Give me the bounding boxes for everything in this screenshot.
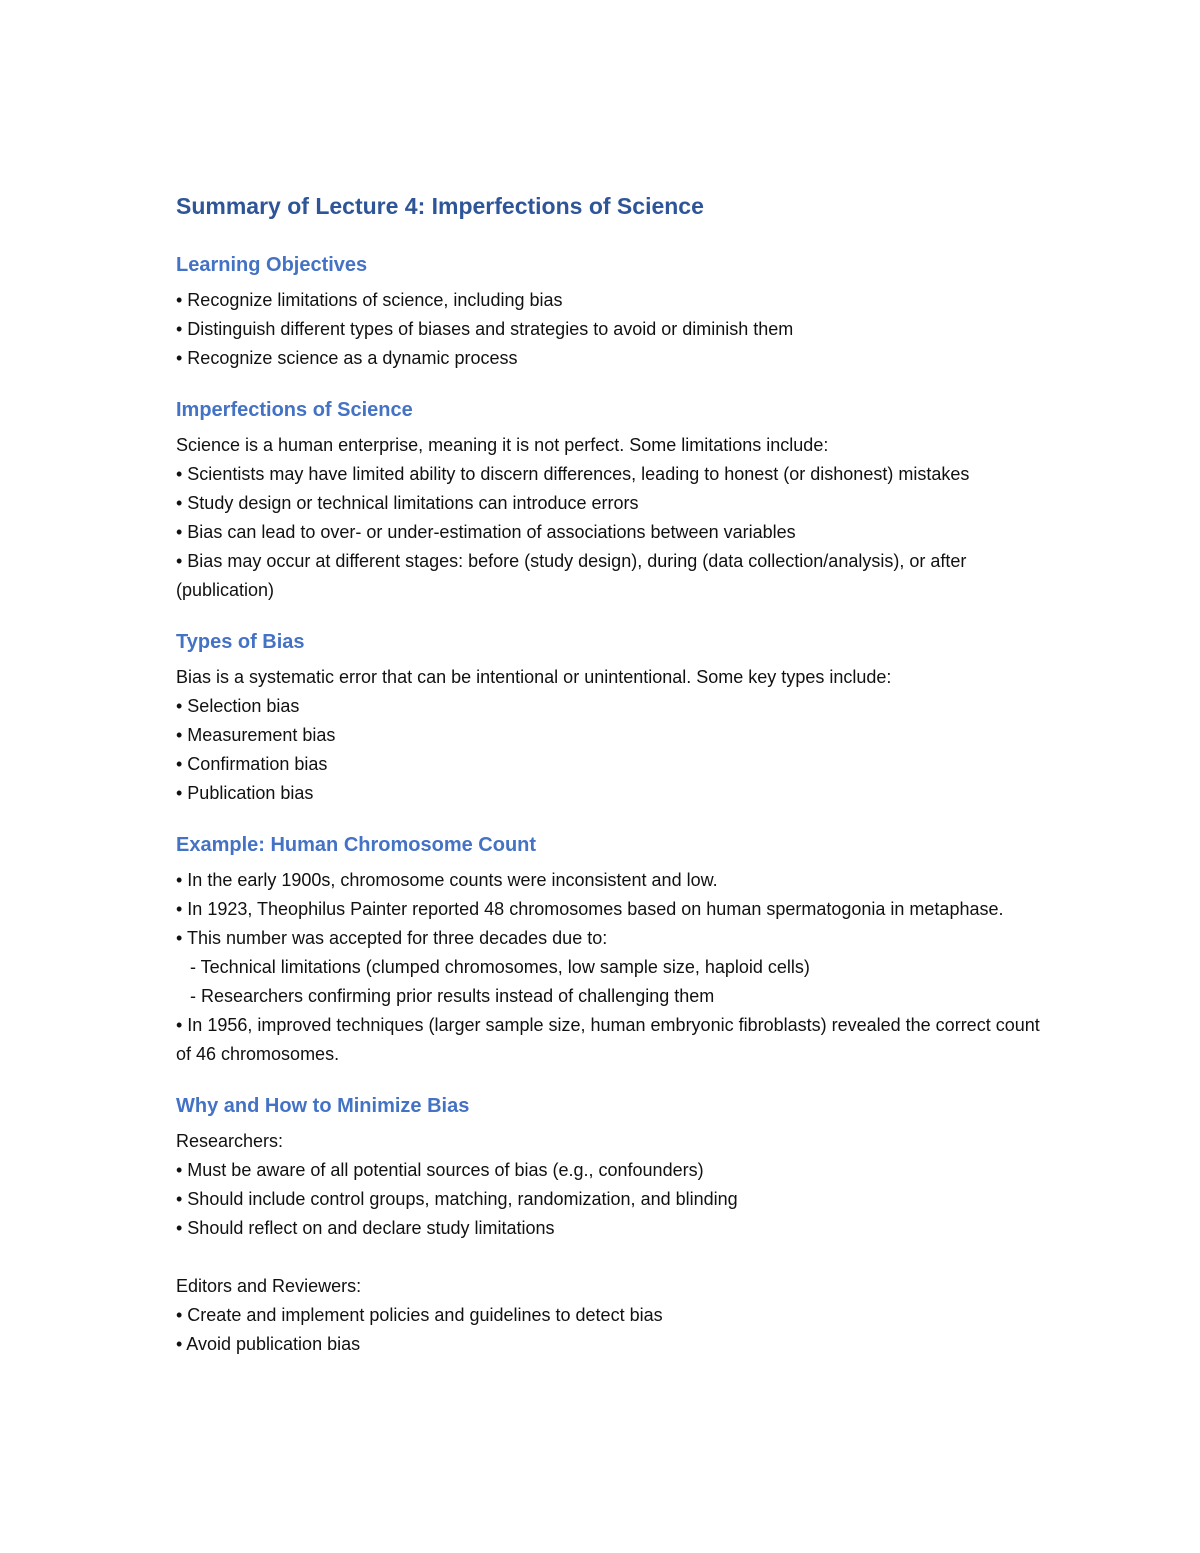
bullet-item: • Confirmation bias [176,754,328,774]
bullet-item: • Bias may occur at different stages: before (study design), during (data collection/analysis), or after (publication) [176,551,967,600]
bullet-item: • Create and implement policies and guidelines to detect bias [176,1305,663,1325]
section-heading: Example: Human Chromosome Count [176,834,537,856]
section-heading: Types of Bias [176,631,305,653]
bullet-item: • Scientists may have limited ability to discern differences, leading to honest (or dishonest) mistakes [176,464,970,484]
section [176,627,1056,808]
section-heading: Imperfections of Science [176,399,413,421]
section [176,1091,1056,1359]
section-heading: Learning Objectives [176,254,368,276]
document-body [176,250,1056,1359]
bullet-item: • Selection bias [176,696,300,716]
document-title: Summary of Lecture 4: Imperfections of Science [176,193,704,219]
blank-line [176,1243,1056,1272]
bullet-item: • Recognize limitations of science, including bias [176,290,563,310]
paragraph-text: Science is a human enterprise, meaning it is not perfect. Some limitations include: [176,435,829,455]
bullet-item: • Measurement bias [176,725,336,745]
document-page [176,190,1056,1381]
section-heading: Why and How to Minimize Bias [176,1095,470,1117]
bullet-item: • Must be aware of all potential sources of bias (e.g., confounders) [176,1160,704,1180]
section [176,830,1056,1069]
sub-item: - Technical limitations (clumped chromosomes, low sample size, haploid cells) [190,957,810,977]
sub-item: - Researchers confirming prior results instead of challenging them [190,986,715,1006]
bullet-item: • Recognize science as a dynamic process [176,348,518,368]
paragraph-text: Researchers: [176,1131,284,1151]
paragraph-text: Bias is a systematic error that can be intentional or unintentional. Some key types include: [176,667,892,687]
bullet-item: • Should reflect on and declare study limitations [176,1218,555,1238]
bullet-item: • Distinguish different types of biases and strategies to avoid or diminish them [176,319,794,339]
bullet-item: • Should include control groups, matching, randomization, and blinding [176,1189,738,1209]
bullet-item: • Avoid publication bias [176,1334,361,1354]
bullet-item: • In the early 1900s, chromosome counts were inconsistent and low. [176,870,718,890]
bullet-item: • This number was accepted for three decades due to: [176,928,608,948]
bullet-item: • Publication bias [176,783,314,803]
bullet-item: • Bias can lead to over- or under-estimation of associations between variables [176,522,796,542]
paragraph-text: Editors and Reviewers: [176,1276,362,1296]
section [176,395,1056,605]
bullet-item: • In 1923, Theophilus Painter reported 48 chromosomes based on human spermatogonia in metaphase. [176,899,1004,919]
bullet-item: • Study design or technical limitations can introduce errors [176,493,639,513]
bullet-item: • In 1956, improved techniques (larger sample size, human embryonic fibroblasts) revealed the correct count of 46 chromosomes. [176,1015,1040,1064]
section [176,250,1056,373]
